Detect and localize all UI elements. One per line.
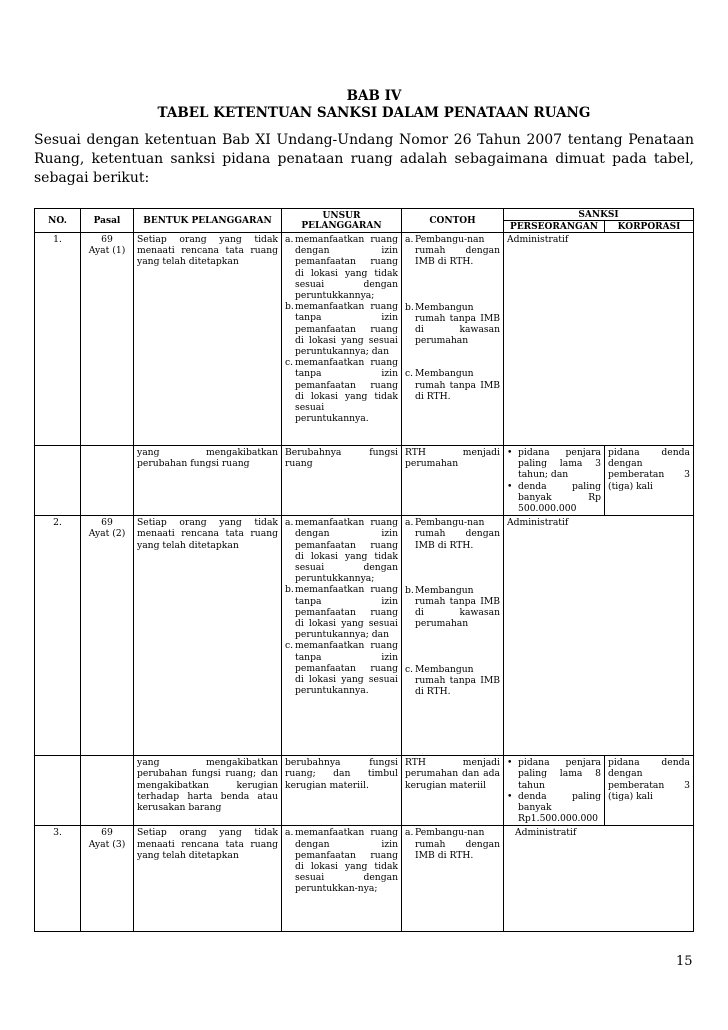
list-item: c. Membangun rumah tanpa IMB di RTH. [405,663,500,698]
empty-cell [35,446,81,516]
contoh-cell [402,233,504,446]
pasal-cell [81,826,134,932]
list-item: b. memanfaatkan ruang tanpa izin pemanfaatan ruang di lokasi yang sesuai peruntukannya; dan [285,584,398,641]
perseorangan-cell [504,756,605,826]
list-item: a. memanfaatkan ruang dengan izin pemanfaatan ruang di lokasi yang tidak sesuai dengan peruntukkannya; [285,517,398,585]
header-pasal: Pasal [81,209,134,233]
table-row [35,756,694,826]
pasal-cell [81,516,134,756]
unsur-sub-cell: Berubahnya fungsi ruang [282,446,402,516]
header-sanksi: SANKSI [504,209,694,221]
pasal-number: 69 [101,517,113,529]
perseorangan-cell [504,446,605,516]
row-number: 3. [35,826,81,932]
pasal-number: 69 [101,827,113,839]
table-row [35,446,694,516]
sanksi-cell: Administratif [504,516,694,756]
list-item: b. Membangun rumah tanpa IMB di kawasan perumahan [405,301,500,347]
page-number: 15 [676,954,693,969]
unsur-cell [282,516,402,756]
list-item: a. memanfaatkan ruang dengan izin pemanfaatan ruang di lokasi yang tidak sesuai dengan peruntukkannya; [285,234,398,302]
list-item: a. memanfaatkan ruang dengan izin pemanfaatan ruang di lokasi yang tidak sesuai dengan peruntukkan-nya; [285,827,398,895]
list-item: a. Pembangu-nan rumah dengan IMB di RTH. [405,234,500,268]
row-number: 1. [35,233,81,446]
header-unsur: UNSUR PELANGGARAN [282,209,402,233]
bentuk-cell: Setiap orang yang tidak menaati rencana tata ruang yang telah ditetapkan [134,826,282,932]
unsur-cell [282,233,402,446]
bentuk-cell: Setiap orang yang tidak menaati rencana tata ruang yang telah ditetapkan [134,233,282,446]
list-item: • denda paling banyak Rp 500.000.000 [507,480,601,515]
korporasi-cell: pidana denda dengan pemberatan 3 (tiga) kali [605,756,694,826]
list-item: • pidana penjara paling lama 8 tahun [507,757,601,791]
intro-paragraph: Sesuai dengan ketentuan Bab XI Undang-Undang Nomor 26 Tahun 2007 tentang Penataan Ruang, ketentuan sanksi pidana penataan ruang adalah sebagaimana dimuat pada tabel, sebagai berikut: [34,132,694,186]
sanksi-cell: Administratif [504,233,694,446]
header-korporasi: KORPORASI [605,221,694,233]
list-item: b. Membangun rumah tanpa IMB di kawasan perumahan [405,584,500,630]
empty-cell [81,446,134,516]
bentuk-sub-cell: yang mengakibatkan perubahan fungsi ruang [134,446,282,516]
sanksi-cell: Administratif [504,826,694,932]
pasal-cell [81,233,134,446]
pasal-ayat: Ayat (3) [88,838,126,850]
empty-cell [81,756,134,826]
list-item: a. Pembangu-nan rumah dengan IMB di RTH. [405,517,500,551]
korporasi-cell: pidana denda dengan pemberatan 3 (tiga) kali [605,446,694,516]
header-bentuk: BENTUK PELANGGARAN [134,209,282,233]
contoh-cell [402,516,504,756]
contoh-sub-cell: RTH menjadi perumahan dan ada kerugian materiil [402,756,504,826]
unsur-cell [282,826,402,932]
table-row [35,826,694,932]
list-item: • denda paling banyak Rp1.500.000.000 [507,790,601,825]
list-item: c. memanfaatkan ruang tanpa izin pemanfaatan ruang di lokasi yang sesuai peruntukannya. [285,640,398,697]
bentuk-cell: Setiap orang yang tidak menaati rencana tata ruang yang telah ditetapkan [134,516,282,756]
bentuk-sub-cell: yang mengakibatkan perubahan fungsi ruang; dan mengakibatkan kerugian terhadap harta benda atau kerusakan barang [134,756,282,826]
empty-cell [35,756,81,826]
row-number: 2. [35,516,81,756]
chapter-title: BAB IV [346,88,402,104]
sanction-table [34,208,694,932]
header-contoh: CONTOH [402,209,504,233]
list-item: • pidana penjara paling lama 3 tahun; dan [507,447,601,481]
contoh-cell [402,826,504,932]
table-row [35,233,694,446]
list-item: b. memanfaatkan ruang tanpa izin pemanfaatan ruang di lokasi yang sesuai peruntukannya; dan [285,301,398,358]
pasal-number: 69 [101,234,113,245]
unsur-sub-cell: berubahnya fungsi ruang; dan timbul kerugian materiil. [282,756,402,826]
list-item: c. Membangun rumah tanpa IMB di RTH. [405,368,500,402]
header-no: NO. [35,209,81,233]
pasal-ayat: Ayat (1) [88,245,126,257]
contoh-sub-cell: RTH menjadi perumahan [402,446,504,516]
list-item: c. memanfaatkan ruang tanpa izin pemanfaatan ruang di lokasi yang tidak sesuai peruntukannya. [285,357,398,425]
header-perseorangan: PERSEORANGAN [504,221,605,233]
pasal-ayat: Ayat (2) [88,528,126,540]
table-row [35,516,694,756]
list-item: a. Pembangu-nan rumah dengan IMB di RTH. [405,827,500,861]
table-title: TABEL KETENTUAN SANKSI DALAM PENATAAN RUANG [157,105,591,121]
